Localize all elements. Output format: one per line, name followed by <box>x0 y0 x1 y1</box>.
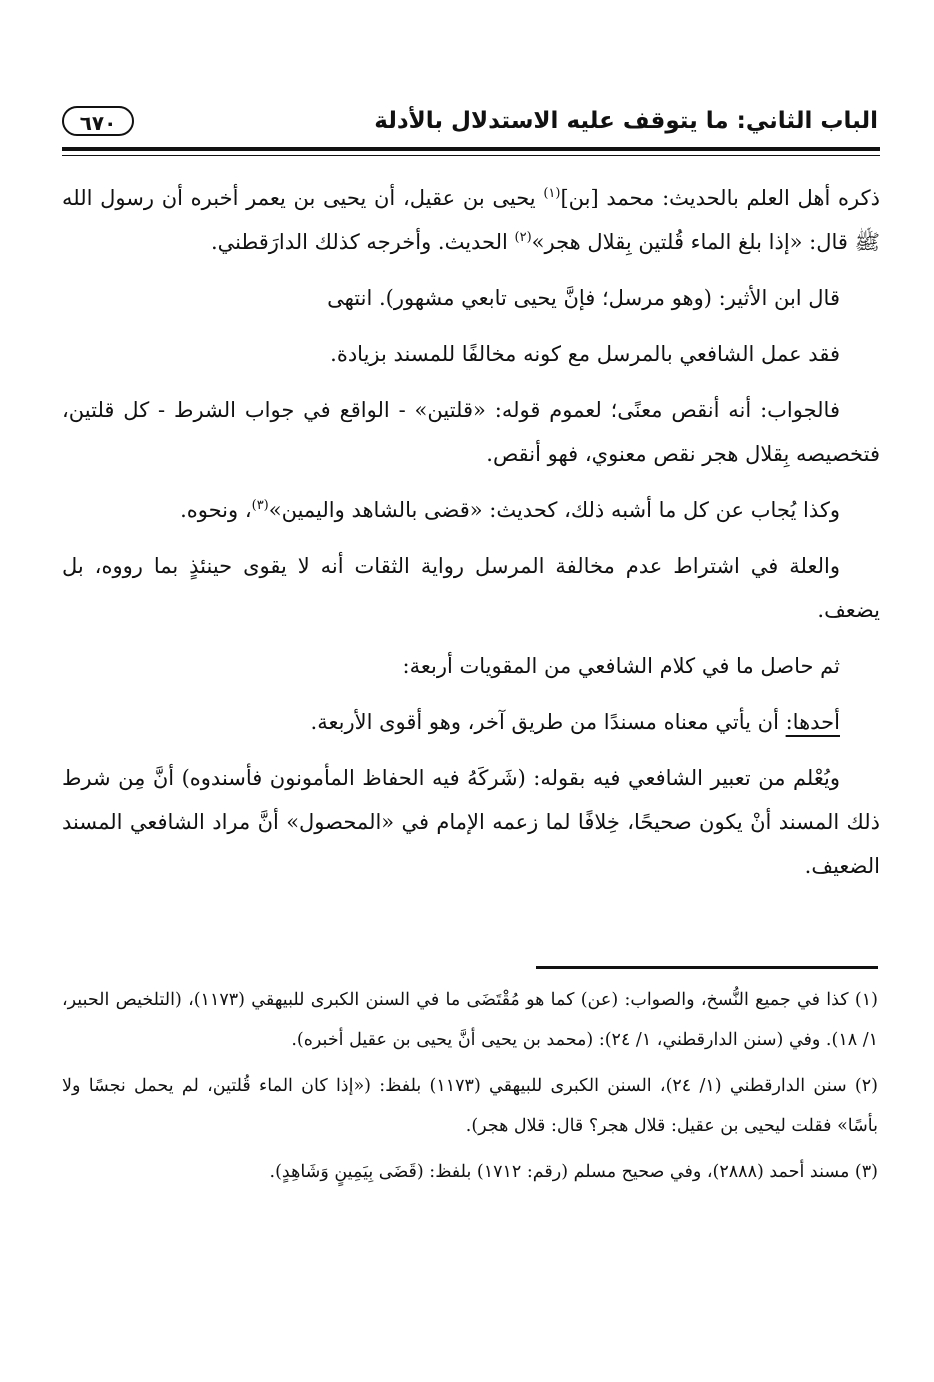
main-text <box>62 176 880 900</box>
footnote-1: (١) كذا في جميع النُّسخ، والصواب: (عن) كما هو مُقْتَضَى ما في السنن الكبرى للبيهقي (١١٧٣)، (التلخيص الحبير، ١/ ١٨). وفي (سنن الدارقطني، ١/ ٢٤): (محمد بن يحيى أنَّ يحيى بن عقيل أخبره). <box>62 990 878 1050</box>
paragraph-4: فالجواب: أنه أنقص معنًى؛ لعموم قوله: «قلتين» - الواقع في جواب الشرط - كل قلتين، فتخصيصه بِقلال هجر نقص معنوي، فهو أنقص. <box>62 398 880 466</box>
paragraph-1-part-b: يحيى بن عقيل، أن يحيى بن يعمر أخبره أن رسول الله ﷺ قال: «إذا بلغ الماء قُلتين بِقلال هجر» <box>62 186 880 254</box>
paragraph-3: فقد عمل الشافعي بالمرسل مع كونه مخالفًا للمسند بزيادة. <box>330 342 840 366</box>
footnote-separator <box>536 966 878 969</box>
footnote-ref-1: (١) <box>543 186 561 201</box>
paragraph-5-part-b: ، ونحوه. <box>180 498 252 522</box>
paragraph-8-label: أحدها: <box>785 710 840 734</box>
paragraph-5-part-a: وكذا يُجاب عن كل ما أشبه ذلك، كحديث: «قضى بالشاهد واليمين» <box>268 498 840 522</box>
paragraph-1 <box>62 176 880 264</box>
footnote-3: (٣) مسند أحمد (٢٨٨٨)، وفي صحيح مسلم (رقم: ١٧١٢) بلفظ: (قَضَى بِيَمِينٍ وَشَاهِدٍ). <box>269 1162 878 1182</box>
header-rule-thin <box>62 155 880 156</box>
chapter-title: الباب الثاني: ما يتوقف عليه الاستدلال بالأدلة <box>374 108 878 134</box>
footnotes <box>62 980 878 1198</box>
page-number: ٦٧٠ <box>62 106 134 136</box>
paragraph-1-part-a: ذكره أهل العلم بالحديث: محمد [بن] <box>560 186 880 210</box>
paragraph-2: قال ابن الأثير: (وهو مرسل؛ فإنَّ يحيى تابعي مشهور). انتهى <box>327 286 840 310</box>
running-header <box>62 100 878 146</box>
paragraph-5 <box>62 488 880 532</box>
paragraph-1-part-c: الحديث. وأخرجه كذلك الدارَقطني. <box>210 230 515 254</box>
paragraph-6: والعلة في اشتراط عدم مخالفة المرسل رواية الثقات أنه لا يقوى حينئذٍ بما رووه، بل يضعف. <box>62 554 880 622</box>
paragraph-8 <box>62 700 880 744</box>
paragraph-9: ويُعْلم من تعبير الشافعي فيه بقوله: (شَركَهُ فيه الحفاظ المأمونون فأسندوه) أنَّ مِن شرط ذلك المسند أنْ يكون صحيحًا، خِلافًا لما زعمه الإمام في «المحصول» أنَّ مراد الشافعي المسند الضعيف. <box>62 766 880 878</box>
footnote-2: (٢) سنن الدارقطني (١/ ٢٤)، السنن الكبرى للبيهقي (١١٧٣) بلفظ: («إذا كان الماء قُلتين، لم يحمل نجسًا ولا بأسًا» فقلت ليحيى بن عقيل: قلال هجر؟ قال: قلال هجر). <box>62 1076 878 1136</box>
header-rule-thick <box>62 147 880 151</box>
footnote-ref-3: (٣) <box>251 498 269 513</box>
footnote-ref-2: (٢) <box>514 230 532 245</box>
paragraph-7: ثم حاصل ما في كلام الشافعي من المقويات أربعة: <box>402 654 840 678</box>
paragraph-8-text: أن يأتي معناه مسندًا من طريق آخر، وهو أقوى الأربعة. <box>310 710 786 734</box>
